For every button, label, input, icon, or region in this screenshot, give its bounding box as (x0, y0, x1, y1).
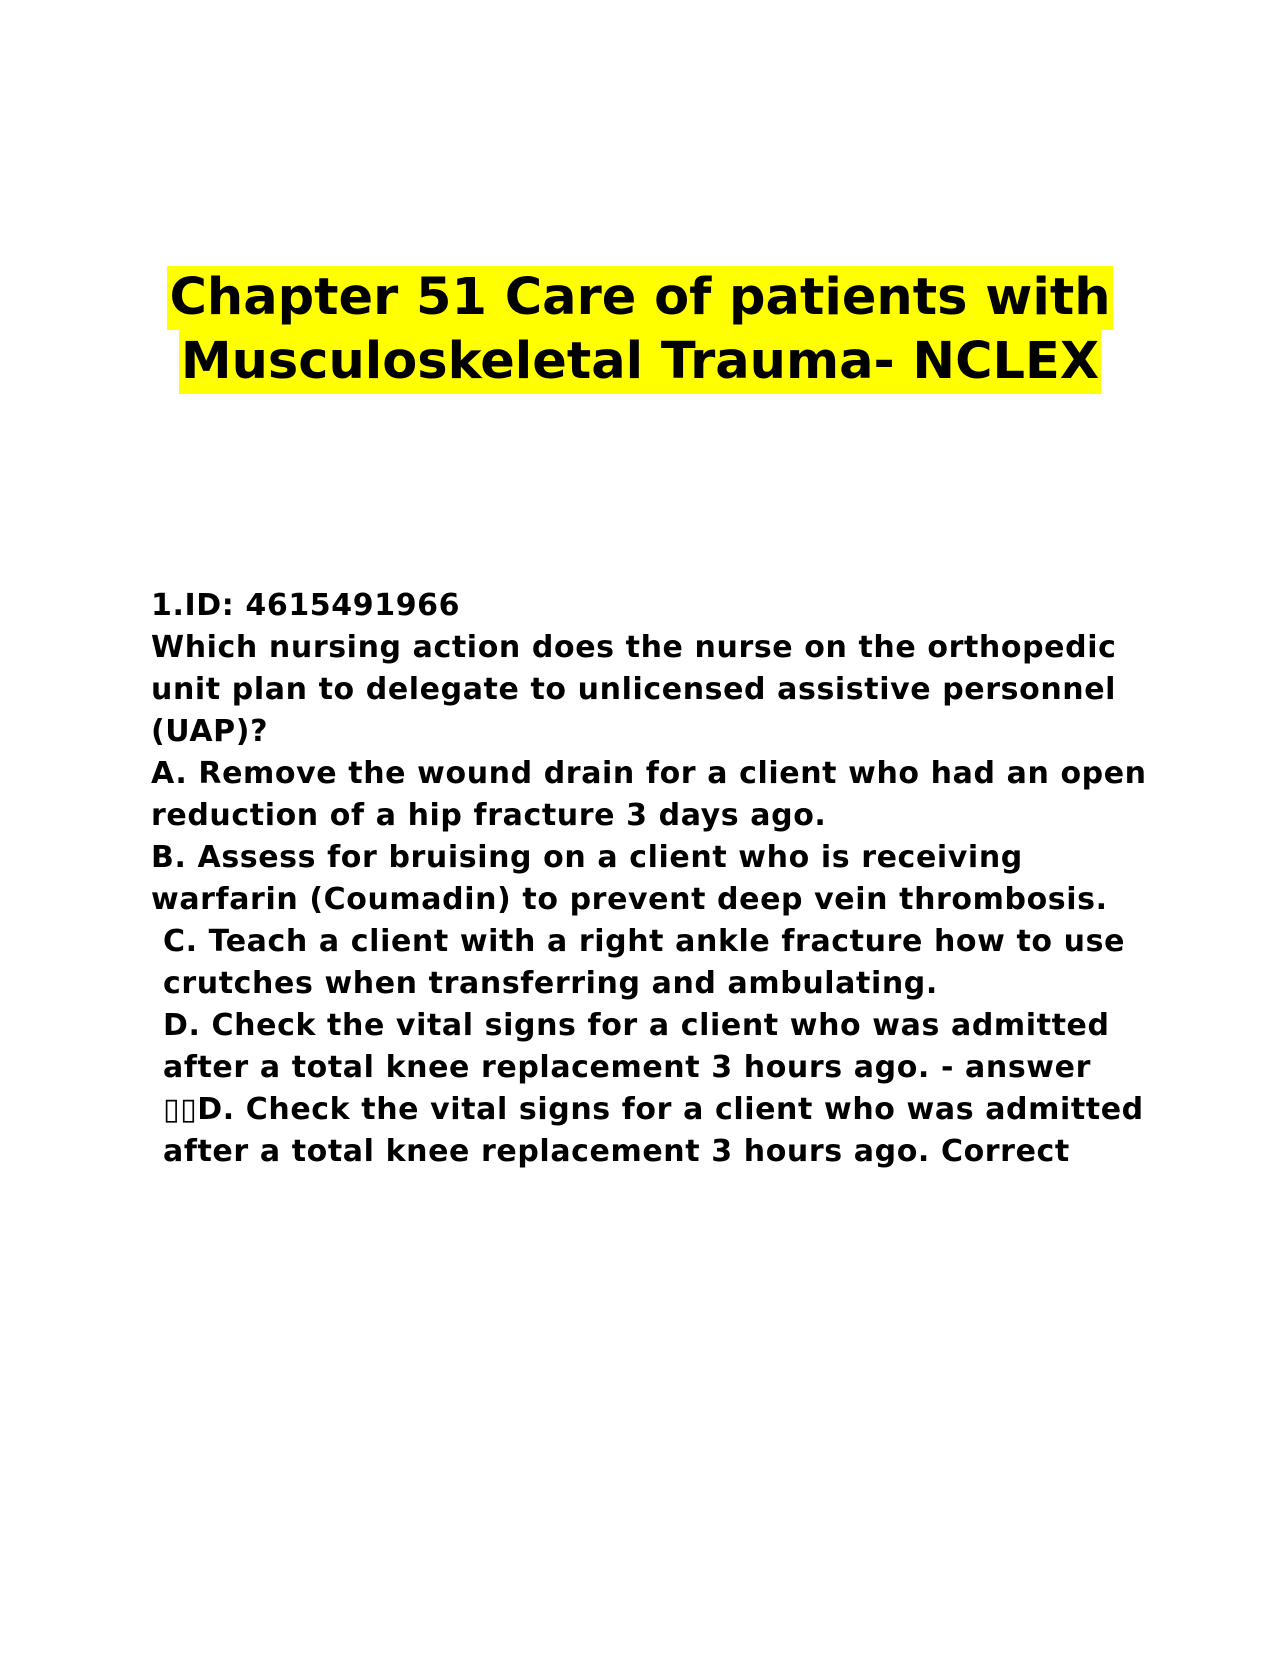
question-prompt: Which nursing action does the nurse on the orthopedic unit plan to delegate to unlicensed assistive personnel (UAP)? (151, 630, 1117, 749)
question-id: 1.ID: 4615491966 (151, 588, 461, 623)
document-title (0, 266, 1280, 394)
option-c: C. Teach a client with a right ankle fracture how to use crutches when transferring and ambulating. (163, 924, 1126, 1001)
option-a: A. Remove the wound drain for a client who had an open reduction of a hip fracture 3 days ago. (151, 756, 1147, 833)
title-line-2: Musculoskeletal Trauma- NCLEX (179, 330, 1101, 394)
title-line-1: Chapter 51 Care of patients with (167, 266, 1112, 330)
question-block (151, 585, 1161, 1173)
option-b: B. Assess for bruising on a client who is receiving warfarin (Coumadin) to prevent deep vein thrombosis. (151, 840, 1108, 917)
option-d-with-answer: D. Check the vital signs for a client who was admitted after a total knee replacement 3 hours ago. - answer ▯▯D. Check the vital signs for a client who was admitted after a total knee replacement 3 hours ago. Correct (163, 1008, 1144, 1169)
